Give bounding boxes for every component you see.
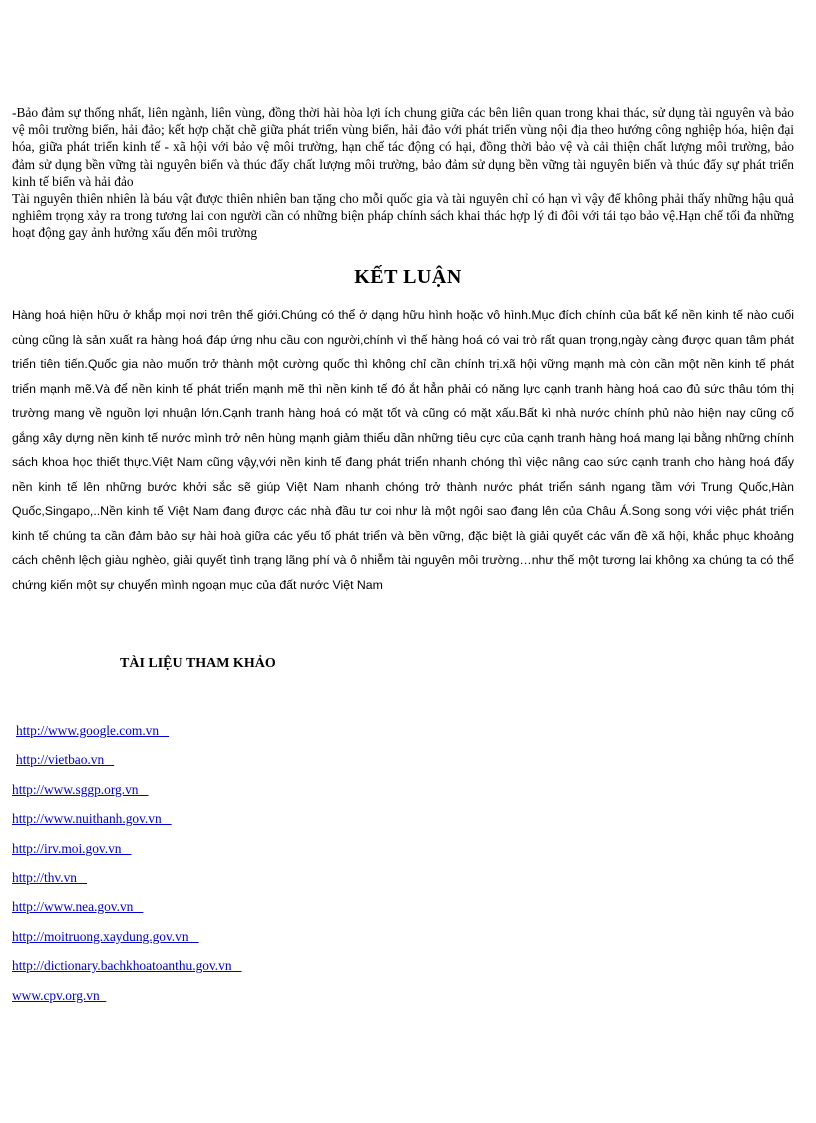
- paragraph-natural-resources: Tài nguyên thiên nhiên là báu vật được thiên nhiên ban tặng cho mỗi quốc gia và tài nguyên chỉ có hạn vì vậy để không phải thấy những hậu quả nghiêm trọng xảy ra trong tương lai con người cần có những biện pháp chính sách khai thác hợp lý đi đôi với tái tạo bảo vệ.Hạn chế tối đa những hoạt động gay ảnh hưởng xấu đến môi trường: [12, 191, 794, 241]
- reference-link-cpv[interactable]: www.cpv.org.vn: [12, 987, 107, 1003]
- conclusion-heading: KẾT LUẬN: [354, 266, 462, 288]
- reference-link-thv[interactable]: http://thv.vn: [12, 869, 88, 885]
- list-item: [12, 898, 242, 927]
- reference-link-nuithanh[interactable]: http://www.nuithanh.gov.vn: [12, 811, 172, 827]
- reference-link-dictionary[interactable]: http://dictionary.bachkhoatoanthu.gov.vn: [12, 958, 242, 974]
- conclusion-body: Hàng hoá hiện hữu ở khắp mọi nơi trên thế giới.Chúng có thể ở dạng hữu hình hoặc vô hình.Mục đích chính của bất kể nền kinh tế nào cuối cùng cũng là sản xuất ra hàng hoá đáp ứng nhu cầu con người,chính vì thế hàng hoá có vai trò rất quan trọng,ngày càng được quan tâm phát triển tiên tiến.Quốc gia nào muốn trở thành một cường quốc thì không chỉ cần chính trị.xã hội vững mạnh mà còn cần một nền kinh tế phát triển mạnh mẽ.Và để nền kinh tế phát triển mạnh mẽ thì nền kinh tế đó ắt hẳn phải có năng lực cạnh tranh hàng hoá cao đủ sức thâu tóm thị trường mang về nguồn lợi nhuận lớn.Cạnh tranh hàng hoá có mặt tốt và cũng có mặt xấu.Bất kì nhà nước chính phủ nào hiện nay cũng cố gắng xây dựng nền kinh tế nước mình trở nên hùng mạnh giảm thiểu dần những tiêu cực của cạnh tranh hàng hoá mang lại bằng những chính sách khoa học thiết thực.Việt Nam cũng vậy,với nền kinh tế đang phát triển nhanh chóng thì việc nâng cao sức cạnh tranh cho hàng hoá đẩy nền kinh tế lên những bước khởi sắc sẽ giúp Việt Nam nhanh chóng trở thành nước phát triển sánh ngang tầm với Trung Quốc,Hàn Quốc,Singapo,..Nền kinh tế Việt Nam đang được các nhà đầu tư coi như là một ngôi sao đang lên của Châu Á.Song song với việc phát triển kinh tế chúng ta cần đảm bảo sự hài hoà giữa các yếu tố phát triển và bền vững, đặc biệt là giải quyết các vấn đề xã hội, khắc phục khoảng cách chênh lệch giàu nghèo, giải quyết tình trạng lãng phí và ô nhiễm tài nguyên môi trường…như thế một tương lai không xa chúng ta có thể chứng kiến một sự chuyển mình ngoạn mục của đất nước Việt Nam: [12, 308, 794, 592]
- list-item: [12, 869, 242, 898]
- reference-link-moitruong[interactable]: http://moitruong.xaydung.gov.vn: [12, 928, 199, 944]
- reference-link-sggp[interactable]: http://www.sggp.org.vn: [12, 781, 149, 797]
- list-item: [12, 810, 242, 839]
- reference-link-vietbao[interactable]: http://vietbao.vn: [16, 752, 115, 768]
- reference-link-google[interactable]: http://www.google.com.vn: [16, 723, 170, 738]
- list-item: [12, 928, 242, 957]
- list-item: [12, 957, 242, 986]
- reference-list: [12, 722, 242, 1016]
- list-item: [12, 987, 242, 1016]
- list-item: [12, 751, 242, 780]
- intro-section: [12, 104, 794, 242]
- paragraph-sustainability: -Bảo đảm sự thống nhất, liên ngành, liên vùng, đồng thời hài hòa lợi ích chung giữa các bên liên quan trong khai thác, sử dụng tài nguyên và bảo vệ môi trường biển, hải đảo; kết hợp chặt chẽ giữa phát triển vùng biển, hải đảo với phát triển vùng nội địa theo hướng công nghiệp hóa, hiện đại hóa, giữa phát triển kinh tế - xã hội với bảo vệ môi trường, hạn chế tác động có hại, đồng thời bảo vệ và cải thiện chất lượng môi trường, bảo đảm sử dụng bền vững tài nguyên biển và thúc đẩy chất lượng môi trường, bảo đảm sử dụng bền vững tài nguyên biển và thúc đẩy sự phát triển kinh tế biển và hải đảo: [12, 105, 794, 189]
- list-item: [12, 840, 242, 869]
- reference-link-irv[interactable]: http://irv.moi.gov.vn: [12, 840, 132, 856]
- list-item: [12, 722, 242, 751]
- reference-link-nea[interactable]: http://www.nea.gov.vn: [12, 899, 144, 915]
- list-item: [12, 781, 242, 810]
- references-heading: TÀI LIỆU THAM KHẢO: [120, 656, 276, 671]
